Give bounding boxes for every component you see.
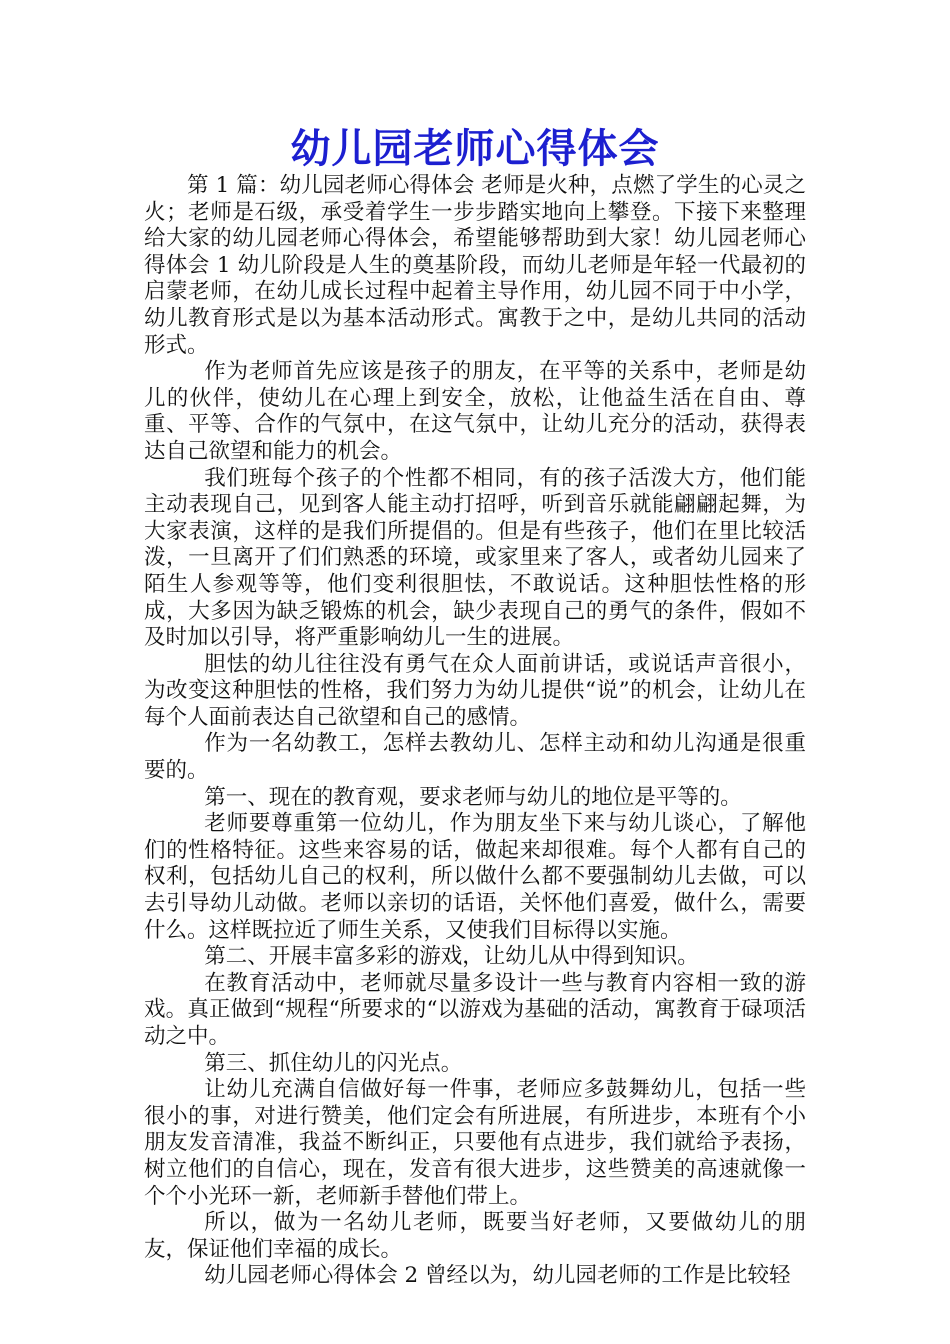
paragraph: 在教育活动中，老师就尽量多设计一些与教育内容相一致的游戏。真正做到“规程“所要求的“以游戏为基础的活动，寓教育于碌项活动之中。 — [144, 970, 806, 1049]
document-body — [144, 173, 806, 1290]
document-title: 幼儿园老师心得体会 — [290, 125, 660, 172]
paragraph: 老师要尊重第一位幼儿，作为朋友坐下来与幼儿谈心，了解他们的性格特征。这些来容易的话，做起来却很难。每个人都有自己的权利，包括幼儿自己的权利，所以做什么都不要强制幼儿去做，可以去引导幼儿动做。老师以亲切的话语，关怀他们喜爱，做什么，需要什么。这样既拉近了师生关系，又使我们目标得以实施。 — [144, 811, 806, 943]
paragraph: 作为一名幼教工，怎样去教幼儿、怎样主动和幼儿沟通是很重要的。 — [144, 731, 806, 784]
paragraph: 所以，做为一名幼儿老师，既要当好老师，又要做幼儿的朋友，保证他们幸福的成长。 — [144, 1210, 806, 1262]
paragraph: 作为老师首先应该是孩子的朋友，在平等的关系中，老师是幼儿的伙伴，使幼儿在心理上到安全，放松，让他益生活在自由、尊重、平等、合作的气氛中，在这气氛中，让幼儿充分的活动，获得表达自己欲望和能力的机会。 — [144, 359, 806, 464]
paragraph: 第二、开展丰富多彩的游戏，让幼儿从中得到知识。 — [204, 944, 699, 970]
paragraph: 让幼儿充满自信做好每一件事，老师应多鼓舞幼儿，包括一些很小的事，对进行赞美，他们定会有所进展，有所进步，本班有个小朋友发音清准，我益不断纠正，只要他有点进步，我们就给予表扬，树立他们的自信心，现在，发音有很大进步，这些赞美的高速就像一个个小光环一新，老师新手替他们带上。 — [144, 1077, 806, 1209]
paragraph: 第一、现在的教育观，要求老师与幼儿的地位是平等的。 — [204, 784, 742, 810]
paragraph: 幼儿园老师心得体会 2 曾经以为，幼儿园老师的工作是比较轻 — [204, 1263, 791, 1289]
paragraph: 胆怯的幼儿往往没有勇气在众人面前讲话，或说话声音很小，为改变这种胆怯的性格，我们努力为幼儿提供“说”的机会，让幼儿在每个人面前表达自己欲望和自己的感情。 — [144, 651, 806, 730]
paragraph: 第 1 篇：幼儿园老师心得体会 老师是火种，点燃了学生的心灵之火；老师是石级，承受着学生一步步踏实地向上攀登。下接下来整理给大家的幼儿园老师心得体会，希望能够帮助到大家！幼儿园老师心得体会 1 幼儿阶段是人生的奠基阶段，而幼儿老师是年轻一代最初的启蒙老师，在幼儿成长过程中起着主导作用，幼儿园不同于中小学，幼儿教育形式是以为基本活动形式。寓教于之中，是幼儿共同的活动形式。 — [144, 173, 806, 358]
paragraph: 我们班每个孩子的个性都不相同，有的孩子活泼大方，他们能主动表现自己，见到客人能主动打招呼，听到音乐就能翩翩起舞，为大家表演，这样的是我们所提倡的。但是有些孩子，他们在里比较活泼，一旦离开了们们熟悉的环境，或家里来了客人，或者幼儿园来了陌生人参观等等，他们变利很胆怯，不敢说话。这种胆怯性格的形成，大多因为缺乏锻炼的机会，缺少表现自己的勇气的条件，假如不及时加以引导，将严重影响幼儿一生的进展。 — [144, 465, 806, 651]
paragraph: 第三、抓住幼儿的闪光点。 — [204, 1050, 463, 1076]
